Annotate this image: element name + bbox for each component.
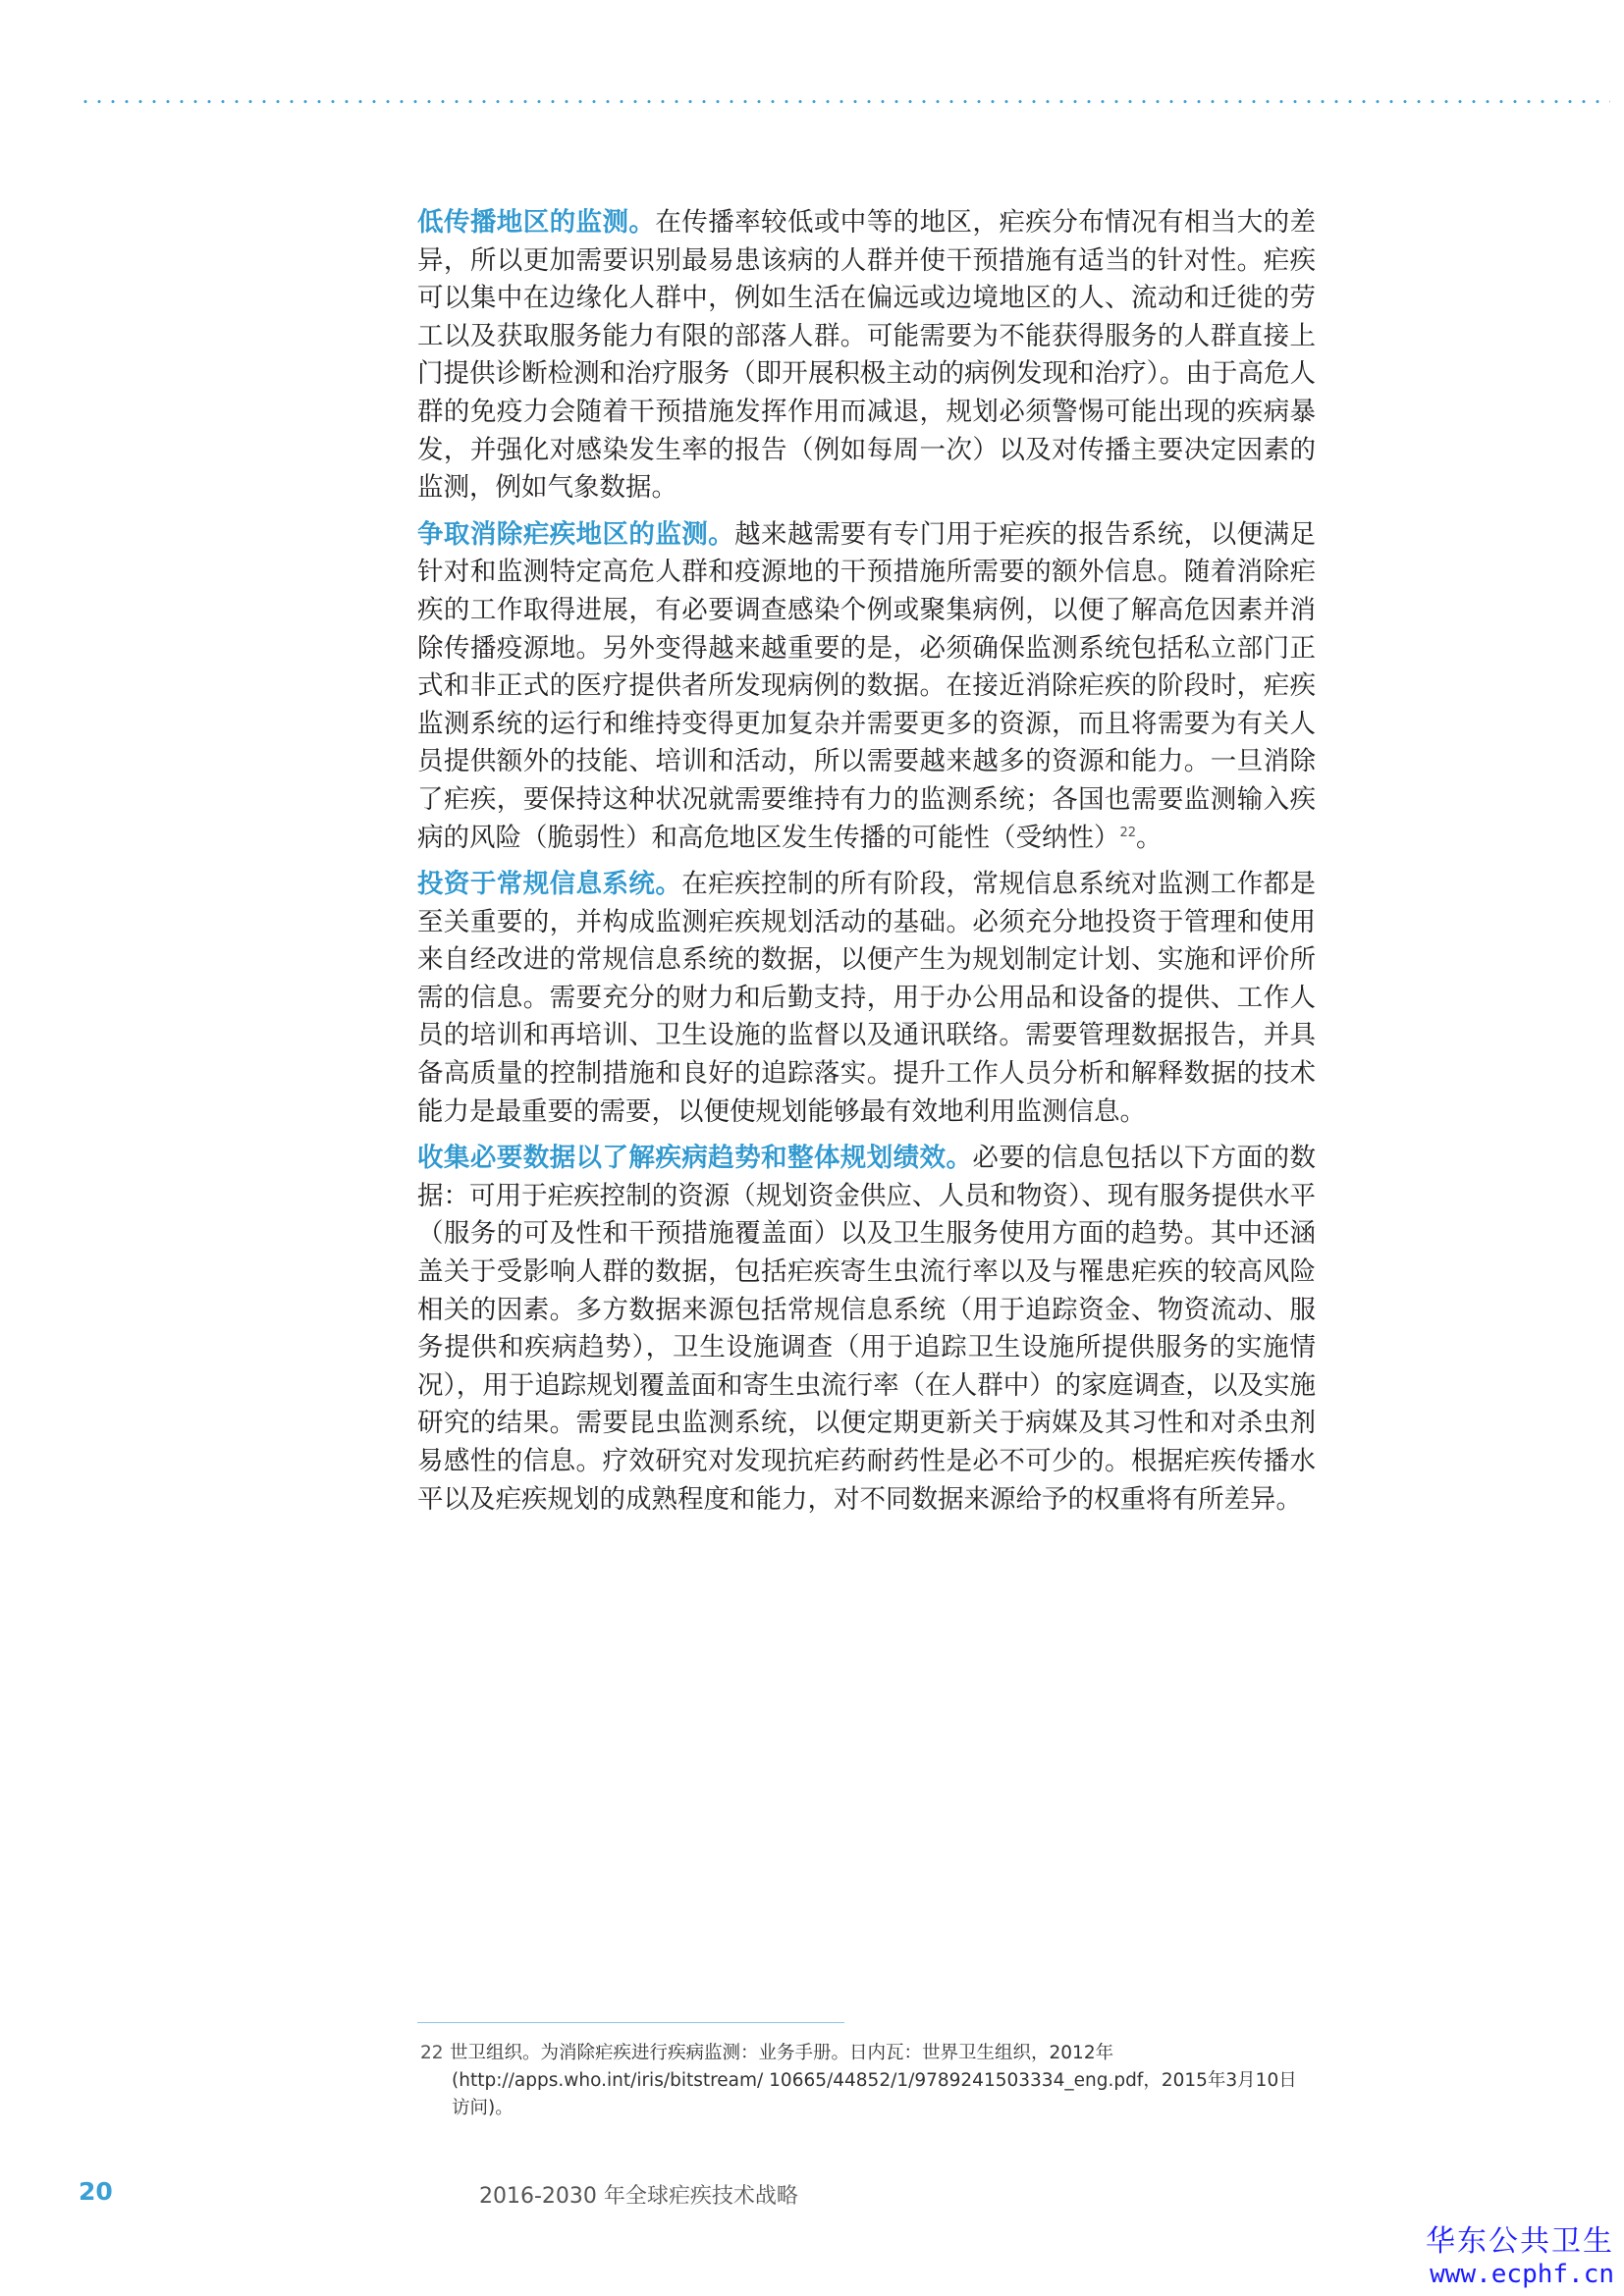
- paragraph-heading: 投资于常规信息系统。: [417, 869, 682, 900]
- paragraph-text: 越来越需要有专门用于疟疾的报告系统，以便满足针对和监测特定高危人群和疫源地的干预措施所需要的额外信息。随着消除疟疾的工作取得进展，有必要调查感染个例或聚集病例，以便了解高危因素并消除传播疫源地。另外变得越来越重要的是，必须确保监测系统包括私立部门正式和非正式的医疗提供者所发现病例的数据。在接近消除疟疾的阶段时，疟疾监测系统的运行和维持变得更加复杂并需要更多的资源，而且将需要为有关人员提供额外的技能、培训和活动，所以需要越来越多的资源和能力。一旦消除了疟疾，要保持这种状况就需要维持有力的监测系统；各国也需要监测输入疾病的风险（脆弱性）和高危地区发生传播的可能性（受纳性）: [417, 518, 1317, 853]
- paragraph-text: 在疟疾控制的所有阶段，常规信息系统对监测工作都是至关重要的，并构成监测疟疾规划活动的基础。必须充分地投资于管理和使用来自经改进的常规信息系统的数据，以便产生为规划制定计划、实施和评价所需的信息。需要充分的财力和后勤支持，用于办公用品和设备的提供、工作人员的培训和再培训、卫生设施的监督以及通讯联络。需要管理数据报告，并具备高质量的控制措施和良好的追踪落实。提升工作人员分析和解释数据的技术能力是最重要的需要，以便使规划能够最有效地利用监测信息。: [417, 869, 1317, 1127]
- dotted-header-rule: [79, 100, 1610, 103]
- footnote-url-line[interactable]: (http://apps.who.int/iris/bitstream/ 10665/44852/1/9789241503334_eng.pdf，2015年3月10日访问)。: [452, 2070, 1297, 2118]
- main-content: [417, 204, 1316, 1527]
- paragraph-information-systems: [417, 866, 1316, 1131]
- watermark-name: 华东公共卫生: [1426, 2224, 1614, 2259]
- paragraph-tail: 。: [1136, 822, 1163, 853]
- footnote-reference[interactable]: 22: [1119, 825, 1137, 840]
- footnote-line-1: [420, 2040, 1304, 2067]
- paragraph-heading: 低传播地区的监测。: [417, 207, 656, 238]
- paragraph-low-transmission: [417, 204, 1316, 507]
- watermark-url[interactable]: www.ecphf.cn: [1430, 2260, 1614, 2289]
- paragraph-text: 在传播率较低或中等的地区，疟疾分布情况有相当大的差异，所以更加需要识别最易患该病的人群并使干预措施有适当的针对性。疟疾可以集中在边缘化人群中，例如生活在偏远或边境地区的人、流动和迁徙的劳工以及获取服务能力有限的部落人群。可能需要为不能获得服务的人群直接上门提供诊断检测和治疗服务（即开展积极主动的病例发现和治疗）。由于高危人群的免疫力会随着干预措施发挥作用而减退，规划必须警惕可能出现的疾病暴发，并强化对感染发生率的报告（例如每周一次）以及对传播主要决定因素的监测，例如气象数据。: [417, 207, 1317, 504]
- running-title: 2016-2030 年全球疟疾技术战略: [479, 2184, 798, 2209]
- paragraph-text: 必要的信息包括以下方面的数据：可用于疟疾控制的资源（规划资金供应、人员和物资）、现有服务提供水平（服务的可及性和干预措施覆盖面）以及卫生服务使用方面的趋势。其中还涵盖关于受影响人群的数据，包括疟疾寄生虫流行率以及与罹患疟疾的较高风险相关的因素。多方数据来源包括常规信息系统（用于追踪资金、物资流动、服务提供和疾病趋势），卫生设施调查（用于追踪卫生设施所提供服务的实施情况），用于追踪规划覆盖面和寄生虫流行率（在人群中）的家庭调查，以及实施研究的结果。需要昆虫监测系统，以便定期更新关于病媒及其习性和对杀虫剂易感性的信息。疗效研究对发现抗疟药耐药性是必不可少的。根据疟疾传播水平以及疟疾规划的成熟程度和能力，对不同数据来源给予的权重将有所差异。: [417, 1143, 1317, 1515]
- watermark: [1426, 2224, 1614, 2289]
- paragraph-heading: 收集必要数据以了解疾病趋势和整体规划绩效。: [417, 1143, 973, 1174]
- paragraph-elimination: [417, 516, 1316, 857]
- footnote-divider: [417, 2022, 844, 2023]
- paragraph-heading: 争取消除疟疾地区的监测。: [417, 518, 735, 550]
- footnote-number: 22: [420, 2043, 444, 2063]
- footnote: [420, 2040, 1304, 2122]
- paragraph-data-collection: [417, 1140, 1316, 1519]
- page-number: 20: [79, 2177, 113, 2206]
- footnote-citation: 世卫组织。为消除疟疾进行疾病监测：业务手册。日内瓦：世界卫生组织，2012年: [450, 2043, 1114, 2063]
